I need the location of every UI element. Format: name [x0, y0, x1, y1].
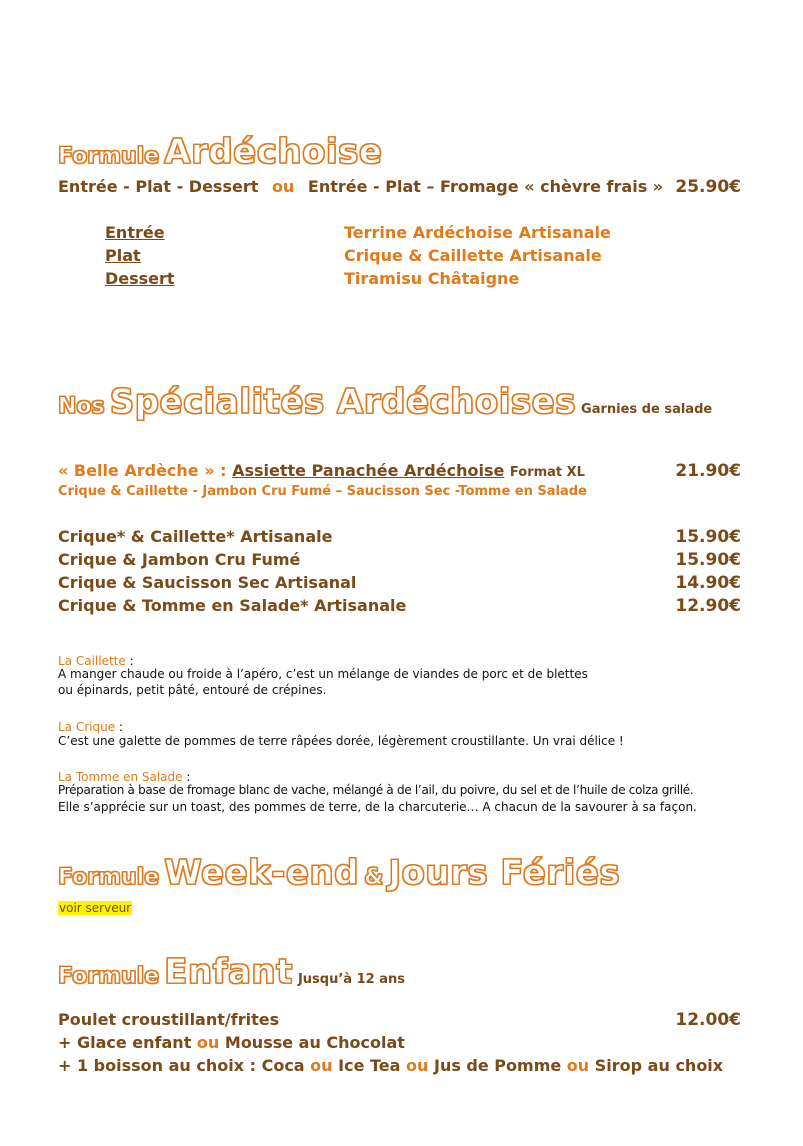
formule-price: 25.90€	[675, 177, 741, 197]
note-crique-label: La Crique :	[58, 720, 123, 734]
enfant-title	[58, 952, 405, 992]
specialites-title	[58, 382, 712, 422]
weekend-title	[58, 853, 620, 893]
enfant-price: 12.00€	[675, 1010, 741, 1030]
title-small: Nos	[58, 394, 105, 419]
row-value-dessert: Tiramisu Châtaigne	[344, 269, 520, 288]
item-name: Crique & Tomme en Salade* Artisanale	[58, 596, 407, 615]
option-b: Entrée - Plat – Fromage « chèvre frais »	[307, 177, 664, 196]
item-name: Crique & Saucisson Sec Artisanal	[58, 573, 357, 592]
weekend-note: voir serveur	[59, 901, 132, 915]
belle-quote: « Belle Ardèche » :	[58, 461, 227, 480]
title-small: Formule	[58, 144, 160, 169]
row-value-plat: Crique & Caillette Artisanale	[344, 246, 602, 265]
subtitle: Jusqu’à 12 ans	[297, 972, 405, 987]
item-price: 12.90€	[675, 596, 741, 616]
note-caillette-label: La Caillette :	[58, 654, 134, 668]
title-big2: Jours Fériés	[388, 853, 621, 893]
title-big: Spécialités Ardéchoises	[109, 382, 576, 422]
belle-desc: Crique & Caillette - Jambon Cru Fumé – Saucisson Sec -Tomme en Salade	[58, 484, 587, 499]
belle-price: 21.90€	[675, 461, 741, 481]
belle-format: Format XL	[509, 465, 585, 480]
note-caillette-line: A manger chaude ou froide à l’apéro, c’est un mélange de viandes de porc et de blettes	[58, 667, 588, 681]
title-big: Enfant	[164, 952, 293, 992]
subtitle: Garnies de salade	[581, 402, 713, 417]
note-tomme-line: Préparation à base de fromage blanc de vache, mélangé à de l’ail, du poivre, du sel et de l’huile de colza grillé.	[58, 783, 694, 797]
formule-options	[58, 177, 663, 196]
title-small: Formule	[58, 865, 160, 890]
row-label-plat: Plat	[105, 246, 141, 265]
belle-name: Assiette Panachée Ardéchoise	[232, 461, 505, 480]
row-label-entree: Entrée	[105, 223, 165, 242]
note-tomme-label: La Tomme en Salade :	[58, 770, 191, 784]
title-big: Week-end	[164, 853, 359, 893]
enfant-line2: + Glace enfant ou Mousse au Chocolat	[58, 1033, 405, 1052]
enfant-line3: + 1 boisson au choix : Coca ou Ice Tea ou Jus de Pomme ou Sirop au choix	[58, 1056, 724, 1075]
item-name: Crique* & Caillette* Artisanale	[58, 527, 333, 546]
amp: &	[364, 865, 384, 890]
or-text: ou	[271, 177, 295, 196]
item-name: Crique & Jambon Cru Fumé	[58, 550, 301, 569]
title-small: Formule	[58, 964, 160, 989]
option-a: Entrée - Plat - Dessert	[58, 177, 259, 196]
note-tomme-line: Elle s’apprécie sur un toast, des pommes de terre, de la charcuterie… A chacun de la savourer à sa façon.	[58, 800, 697, 814]
item-price: 15.90€	[675, 550, 741, 570]
note-caillette-line: ou épinards, petit pâté, entouré de crépines.	[58, 683, 327, 697]
belle-ardeche-line	[58, 461, 585, 480]
enfant-line1: Poulet croustillant/frites	[58, 1010, 280, 1029]
note-crique-line: C’est une galette de pommes de terre râpées dorée, légèrement croustillante. Un vrai délice !	[58, 734, 624, 748]
formule-ardechoise-title	[58, 132, 382, 172]
row-value-entree: Terrine Ardéchoise Artisanale	[344, 223, 611, 242]
item-price: 14.90€	[675, 573, 741, 593]
title-big: Ardéchoise	[164, 132, 383, 172]
item-price: 15.90€	[675, 527, 741, 547]
row-label-dessert: Dessert	[105, 269, 175, 288]
